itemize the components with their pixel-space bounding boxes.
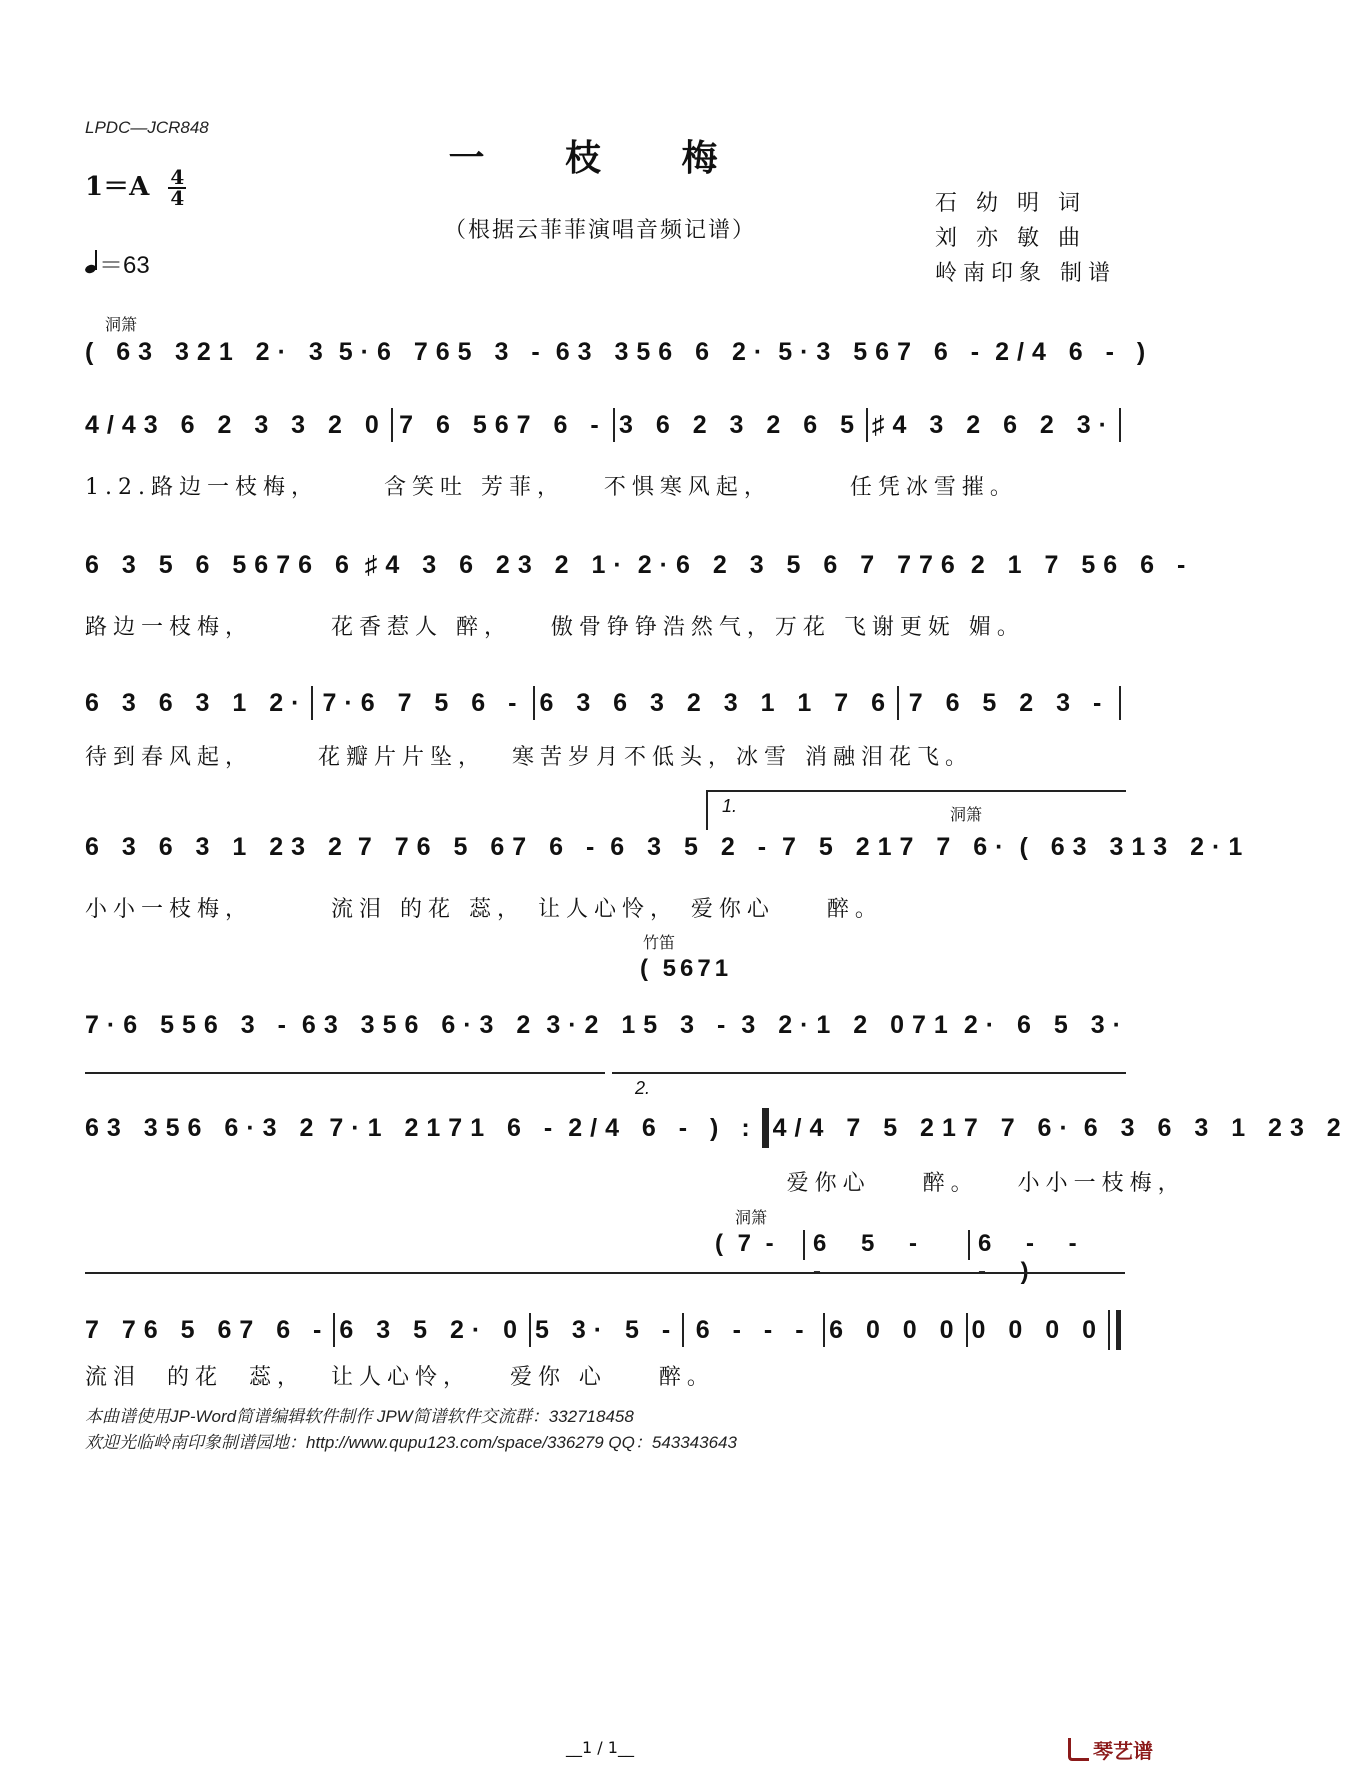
logo-icon	[1068, 1738, 1089, 1761]
instrument-label: 竹笛	[643, 933, 676, 952]
coda-bracket	[85, 1272, 1125, 1274]
arranger: 岭南印象 制谱	[935, 261, 1116, 286]
measure: ( 63 313 2·1	[1019, 832, 1251, 861]
footer-software-note: 本曲谱使用JP-Word简谱编辑软件制作 JPW简谱软件交流群：332718458	[85, 1407, 634, 1426]
time-signature: $\frac{4}{4}$	[168, 168, 186, 208]
measure: 7 76 5 67 6 -	[85, 1315, 330, 1344]
measure: 6 - - -	[695, 1315, 812, 1344]
lyrics-line: 流泪 的花 蕊， 让人心怜， 爱你 心 醉。	[85, 1365, 715, 1390]
tempo-marking: ＝63	[85, 245, 150, 280]
measure: 6 3 5 2· 0	[339, 1315, 526, 1344]
measure: 0 0 0 0	[971, 1315, 1104, 1344]
score-system-2	[85, 408, 1125, 442]
key-signature	[85, 166, 186, 208]
measure: 4/4 7 5 217 7 6·	[772, 1113, 1076, 1142]
measure: 6 3 6 3 1 2·	[85, 688, 308, 717]
volta-bracket-1	[706, 790, 1126, 792]
measure: ♯4 3 6 23 2 1·	[364, 550, 630, 579]
measure: 6 3 6 3 2 3 1 1 7 6	[539, 688, 894, 717]
measure: ( 63 321 2· 3	[85, 337, 331, 366]
lyrics-line: 路边一枝梅， 花香惹人 醉， 傲骨铮铮浩然气，万花 飞谢更妩 媚。	[85, 615, 1025, 640]
footer-website-note: 欢迎光临岭南印象制谱园地：http://www.qupu123.com/space/336279 QQ：543343643	[85, 1433, 737, 1452]
measure: ♯4 3 2 6 2 3·	[872, 410, 1115, 439]
score-system-4	[85, 686, 1125, 720]
volta-bracket-1-end	[85, 1072, 605, 1074]
measure: 7·6 7 5 6 -	[322, 688, 525, 717]
lyricist: 石 幼 明 词	[935, 191, 1086, 216]
instrument-label: 洞箫	[950, 805, 983, 824]
song-title: 一 枝 梅	[448, 137, 752, 179]
measure: 7·1 2171 6 -	[329, 1113, 561, 1142]
instrument-label: 洞箫	[105, 315, 138, 334]
score-system-8	[85, 1310, 1125, 1350]
measure: 63 356 6 2·	[555, 337, 771, 366]
measure: 6 0 0 0	[829, 1315, 962, 1344]
repeat-barline	[762, 1108, 769, 1148]
time-signature: 4/4	[85, 410, 144, 439]
measure: 2· 6 5 3·	[963, 1010, 1129, 1039]
quarter-note-icon	[85, 251, 99, 273]
instrument-label: 洞箫	[735, 1208, 768, 1227]
composer: 刘 亦 敏 曲	[935, 226, 1086, 251]
measure: 3 6 2 3 3 2 0	[143, 410, 387, 439]
measure: 7·6 556 3 -	[85, 1010, 294, 1039]
measure: 7 6 567 6 -	[399, 410, 607, 439]
lyrics-line: 待到春风起， 花瓣片片坠， 寒苦岁月不低头，冰雪 消融泪花飞。	[85, 745, 973, 770]
key-label: 1＝A	[85, 172, 150, 202]
score-system-6	[85, 1008, 1129, 1042]
upper-part: ( 7 - 6 5 - - 6 - - - )	[715, 1230, 1091, 1285]
score-system-3	[85, 548, 1194, 582]
measure: 6 3 6 3 1 23 2	[1083, 1113, 1349, 1142]
measure: 2/4 6 - )	[995, 337, 1154, 366]
lyrics-line: 爱你心 醉。 小小一枝梅，	[85, 1171, 1186, 1196]
volta-bracket-edge	[706, 790, 708, 830]
measure: 2·6 2 3 5 6 7 776	[637, 550, 963, 579]
measure: 6 3 6 3 1 23 2	[85, 832, 350, 861]
site-logo: 琴艺谱	[1068, 1735, 1153, 1764]
measure: 5 3· 5 -	[535, 1315, 679, 1344]
measure: 3 2·1 2 071	[741, 1010, 956, 1039]
measure: 63 356 6·3 2	[301, 1010, 539, 1039]
score-system-7	[85, 1108, 1349, 1148]
credits	[935, 186, 1116, 291]
measure: 5·6 765 3 -	[338, 337, 548, 366]
measure: 2/4 6 - ) :	[568, 1113, 758, 1142]
measure: 6 3 5 6 5676 6	[85, 550, 357, 579]
score-system-1	[85, 335, 1154, 369]
volta-number: 1.	[722, 796, 738, 816]
measure: 3·2 15 3 -	[546, 1010, 734, 1039]
measure: 7 76 5 67 6 -	[357, 832, 603, 861]
upper-part: ( 5671	[640, 955, 733, 982]
measure: 6 3 5 2 -	[610, 832, 775, 861]
measure: 5·3 567 6 -	[778, 337, 988, 366]
score-system-5	[85, 830, 1251, 864]
measure: 2 1 7 56 6 -	[970, 550, 1194, 579]
lyrics-line: 小小一枝梅， 流泪 的花 蕊， 让人心怜， 爱你心 醉。	[85, 897, 883, 922]
final-barline	[1108, 1310, 1121, 1350]
measure: 7 6 5 2 3 -	[908, 688, 1110, 717]
page-number: __1 / 1__	[566, 1738, 634, 1757]
volta-bracket-2	[612, 1072, 1126, 1074]
score-code: LPDC—JCR848	[85, 118, 209, 137]
measure: 3 6 2 3 2 6 5	[619, 410, 863, 439]
lyrics-line: 1.2.路边一枝梅， 含笑吐 芳菲， 不惧寒风起， 任凭冰雪摧。	[85, 475, 1018, 500]
song-subtitle: （根据云菲菲演唱音频记谱）	[443, 218, 756, 243]
measure: 7 5 217 7 6·	[782, 832, 1012, 861]
measure: 63 356 6·3 2	[85, 1113, 322, 1142]
volta-number: 2.	[635, 1078, 651, 1098]
